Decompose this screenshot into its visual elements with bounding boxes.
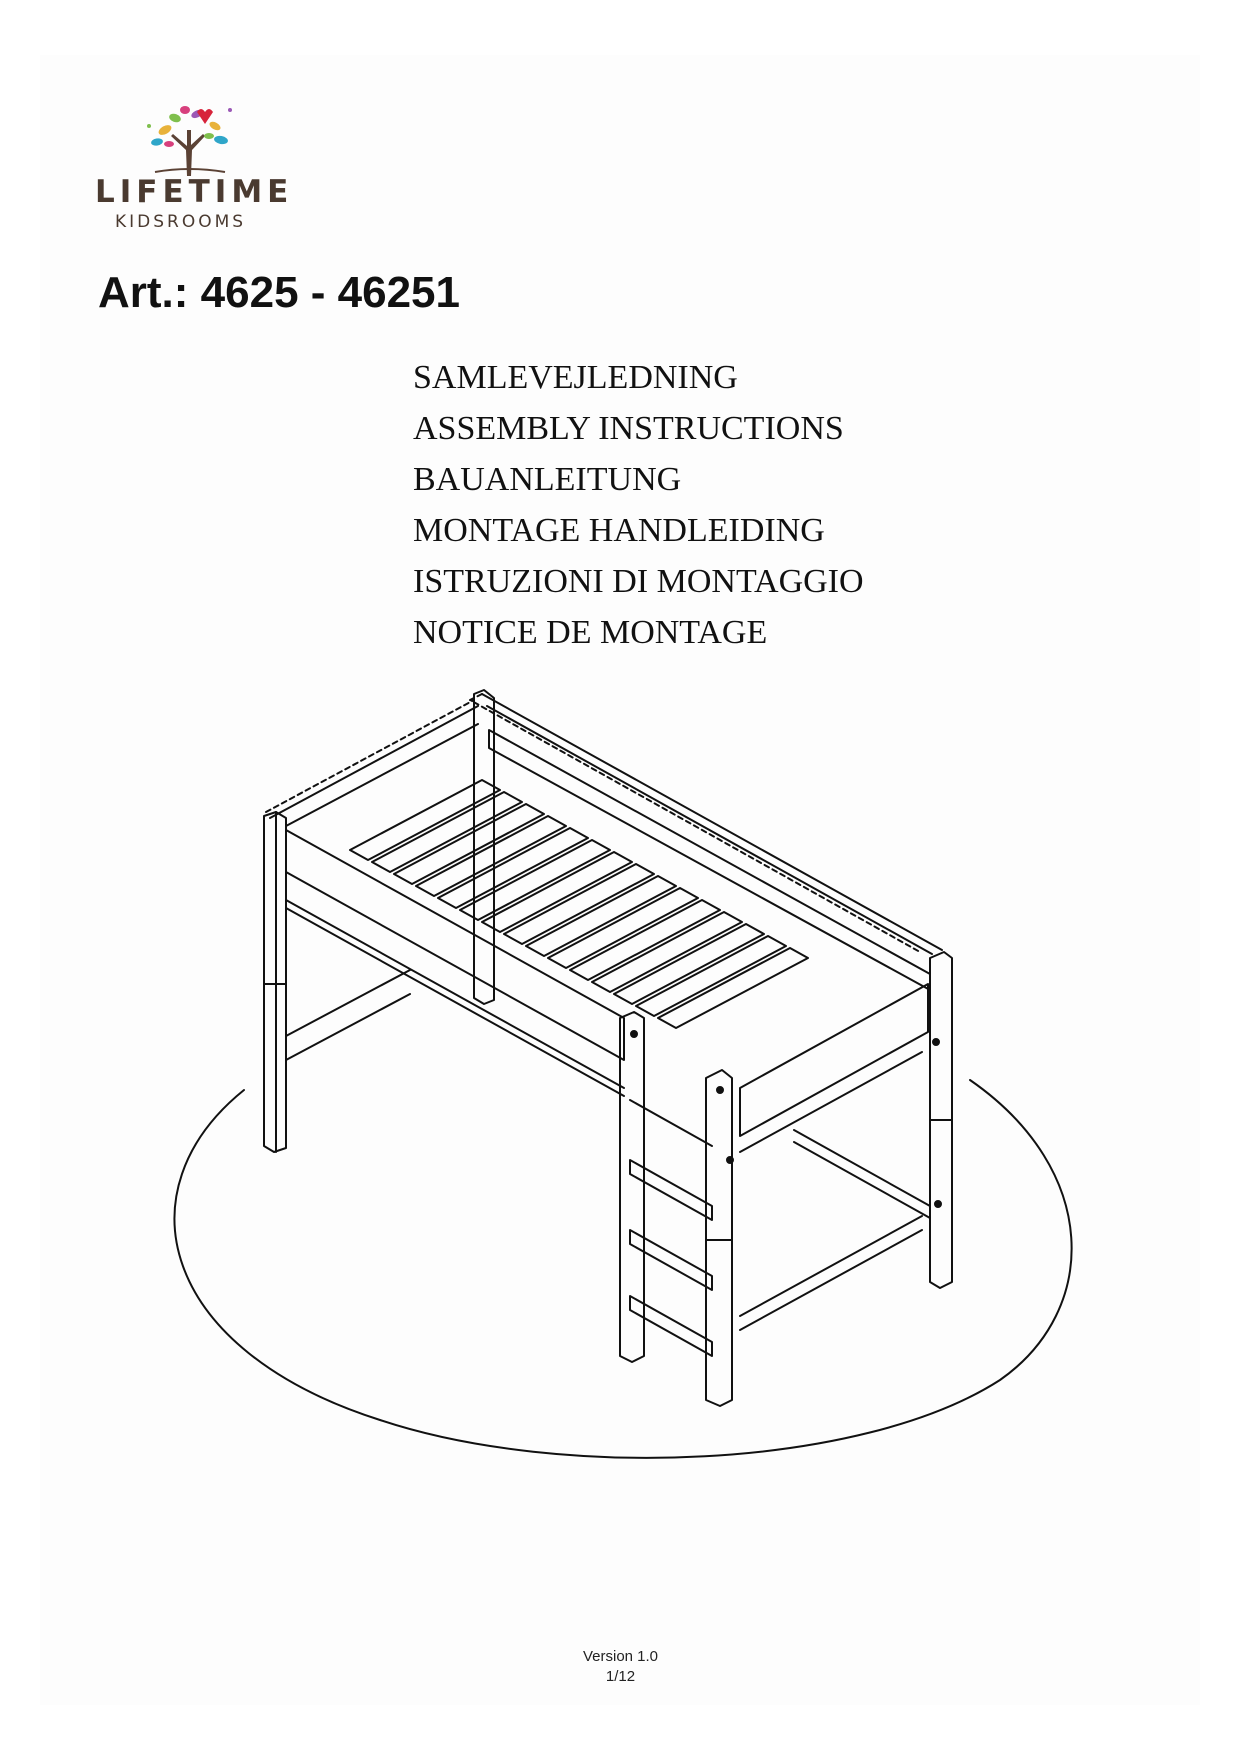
middle-post	[620, 1012, 644, 1362]
title-danish: SAMLEVEJLEDNING	[413, 359, 738, 396]
title-italian: ISTRUZIONI DI MONTAGGIO	[413, 563, 864, 600]
floor-circle	[175, 1080, 1072, 1458]
ladder	[630, 1100, 712, 1356]
foot-rail	[740, 984, 928, 1136]
head-top-rail	[270, 706, 478, 818]
title-german: BAUANLEITUNG	[413, 461, 682, 498]
article-number: Art.: 4625 - 46251	[98, 268, 460, 317]
brand-name: LIFETIME	[95, 174, 294, 210]
page-number: 1/12	[605, 1668, 636, 1685]
title-french: NOTICE DE MONTAGE	[413, 614, 768, 651]
back-rail	[482, 694, 942, 950]
title-english: ASSEMBLY INSTRUCTIONS	[413, 410, 844, 447]
brand-subtitle: KIDSROOMS	[115, 212, 247, 232]
title-dutch: MONTAGE HANDLEIDING	[413, 512, 825, 549]
version-label: Version 1.0	[582, 1648, 659, 1665]
